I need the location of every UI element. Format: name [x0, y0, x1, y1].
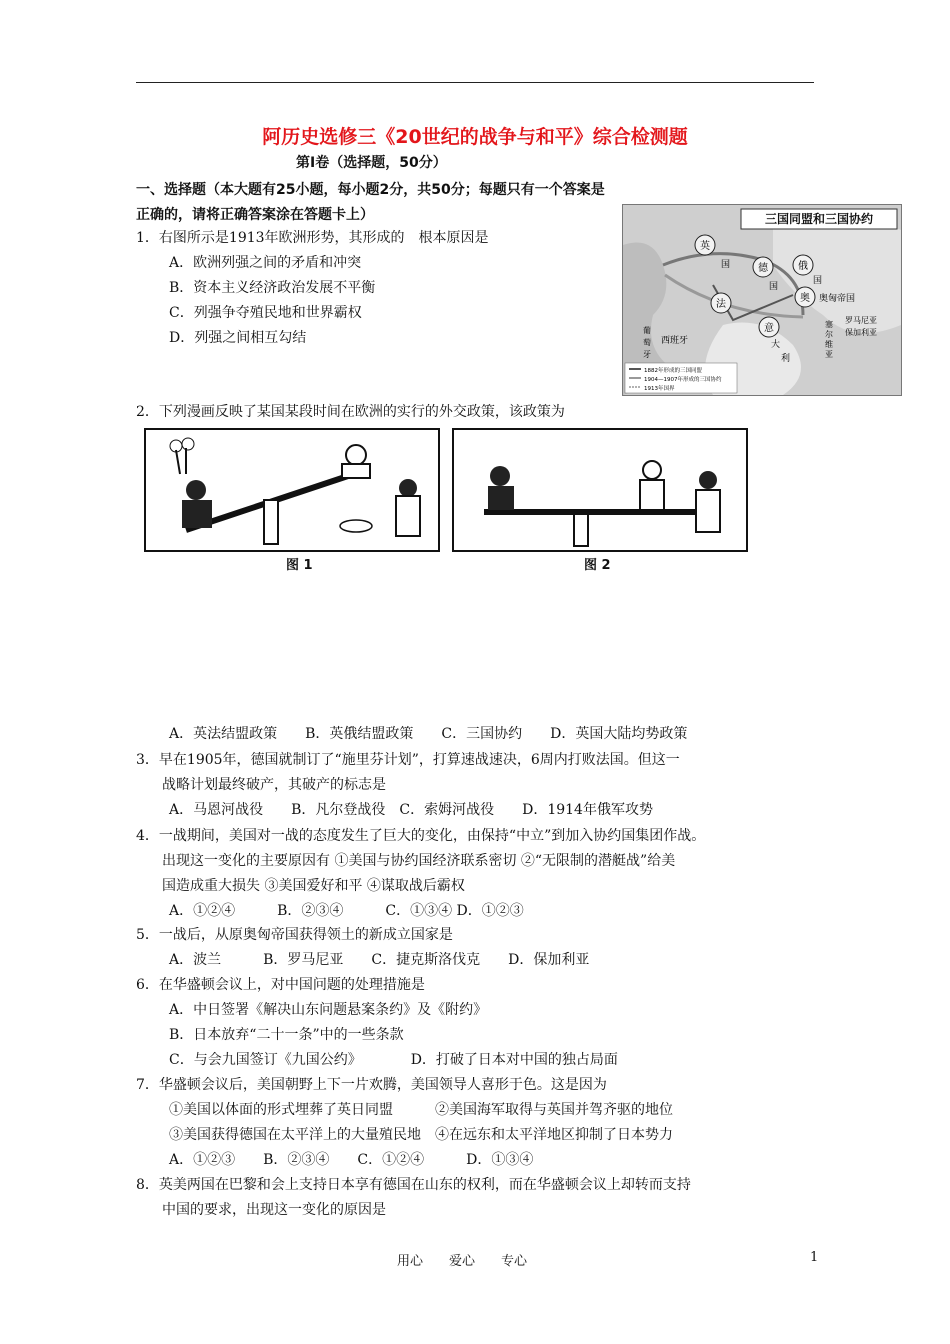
- q7-options: A．①②③ B．②③④ C．①②④ D．①③④: [169, 1152, 534, 1168]
- q1-option-a: A．欧洲列强之间的矛盾和冲突: [169, 255, 362, 271]
- q7-item-2: ③美国获得德国在太平洋上的大量殖民地 ④在远东和太平洋地区抑制了日本势力: [169, 1127, 673, 1143]
- footer-motto: 用心 爱心 专心: [397, 1254, 528, 1269]
- q7-stem: 7．华盛顿会议后，美国朝野上下一片欢腾，美国领导人喜形于色。这是因为: [136, 1077, 607, 1093]
- q3-options: A．马恩河战役 B．凡尔登战役 C．索姆河战役 D．1914年俄军攻势: [169, 802, 653, 818]
- part-heading: 第Ⅰ卷（选择题，50分）: [296, 155, 447, 171]
- cartoon-panel-1: [144, 428, 440, 552]
- document-title: 阿历史选修三《20世纪的战争与和平》综合检测题: [262, 126, 688, 148]
- q1-option-c: C．列强争夺殖民地和世界霸权: [169, 305, 362, 321]
- map-country-italy: 意: [764, 323, 774, 334]
- q7-item-1: ①美国以体面的形式埋葬了英日同盟 ②美国海军取得与英国并驾齐驱的地位: [169, 1102, 673, 1118]
- map-label: 大: [771, 340, 781, 350]
- map-title: 三国同盟和三国协约: [764, 212, 874, 226]
- q3-stem-line1: 3．早在1905年，德国就制订了“施里芬计划”，打算速战速决，6周内打败法国。但这一: [136, 752, 680, 768]
- map-label: 国: [769, 282, 779, 292]
- europe-alliance-map: [622, 204, 902, 396]
- map-label: 利: [781, 354, 791, 364]
- q2-stem: 2．下列漫画反映了某国某段时间在欧洲的实行的外交政策，该政策为: [136, 404, 565, 420]
- map-label: 国: [721, 260, 731, 270]
- q6-option-a: A．中日签署《解决山东问题悬案条约》及《附约》: [169, 1002, 488, 1018]
- map-legend-item: 1904—1907年形成的三国协约: [644, 377, 722, 383]
- map-legend-item: 1913年国界: [644, 386, 675, 392]
- q5-options: A．波兰 B．罗马尼亚 C．捷克斯洛伐克 D．保加利亚: [169, 952, 590, 968]
- map-label: 塞: [825, 320, 833, 329]
- q1-stem: 1．右图所示是1913年欧洲形势，其形成的 根本原因是: [136, 230, 489, 246]
- cartoon-caption-2: 图 2: [584, 558, 611, 573]
- q4-options: A．①②④ B．②③④ C．①③④ D．①②③: [169, 903, 524, 919]
- map-legend-item: 1882年形成的三国同盟: [644, 368, 702, 374]
- map-label: 亚: [825, 350, 833, 359]
- q2-options: A．英法结盟政策 B．英俄结盟政策 C．三国协约 D．英国大陆均势政策: [169, 726, 688, 742]
- map-label: 萄: [643, 338, 651, 347]
- q4-stem-line1: 4．一战期间，美国对一战的态度发生了巨大的变化，由保持“中立”到加入协约国集团作战。: [136, 828, 706, 844]
- map-country-germany: 德: [758, 263, 768, 274]
- q6-stem: 6．在华盛顿会议上，对中国问题的处理措施是: [136, 977, 425, 993]
- map-label: 维: [825, 340, 833, 349]
- map-country-france: 法: [716, 299, 726, 310]
- map-label: 奥匈帝国: [819, 294, 856, 304]
- q1-option-b: B．资本主义经济政治发展不平衡: [169, 280, 376, 296]
- q4-stem-line3: 国造成重大损失 ③美国爱好和平 ④谋取战后霸权: [162, 878, 465, 894]
- map-label: 国: [813, 276, 823, 286]
- seesaw-cartoons: [144, 428, 744, 578]
- q8-stem-line2: 中国的要求，出现这一变化的原因是: [162, 1202, 386, 1218]
- map-country-england: 英: [700, 241, 710, 252]
- q8-stem-line1: 8．英美两国在巴黎和会上支持日本享有德国在山东的权利，而在华盛顿会议上却转而支持: [136, 1177, 691, 1193]
- q5-stem: 5．一战后，从原奥匈帝国获得领土的新成立国家是: [136, 927, 453, 943]
- header-rule: [136, 82, 814, 83]
- map-label: 保加利亚: [845, 328, 877, 337]
- map-label: 牙: [643, 350, 651, 359]
- q4-stem-line2: 出现这一变化的主要原因有 ①美国与协约国经济联系密切 ②“无限制的潜艇战”给美: [162, 853, 676, 869]
- section-instructions: 一、选择题（本大题有25小题，每小题2分，共50分；每题只有一个答案是正确的，请将正确答案涂在答题卡上）: [136, 182, 605, 223]
- map-label: 葡: [643, 326, 651, 335]
- q6-option-cd: C．与会九国签订《九国公约》 D．打破了日本对中国的独占局面: [169, 1052, 618, 1068]
- q6-option-b: B．日本放弃“二十一条”中的一些条款: [169, 1027, 404, 1043]
- map-label: 西班牙: [661, 336, 689, 346]
- map-label: 罗马尼亚: [845, 316, 877, 325]
- page-number: 1: [810, 1250, 819, 1265]
- map-label: 尔: [825, 330, 833, 339]
- map-country-russia: 俄: [798, 261, 808, 272]
- cartoon-caption-1: 图 1: [286, 558, 313, 573]
- map-country-austria: 奥: [800, 293, 810, 304]
- q1-option-d: D．列强之间相互勾结: [169, 330, 307, 346]
- cartoon-panel-2: [452, 428, 748, 552]
- q3-stem-line2: 战略计划最终破产，其破产的标志是: [162, 777, 386, 793]
